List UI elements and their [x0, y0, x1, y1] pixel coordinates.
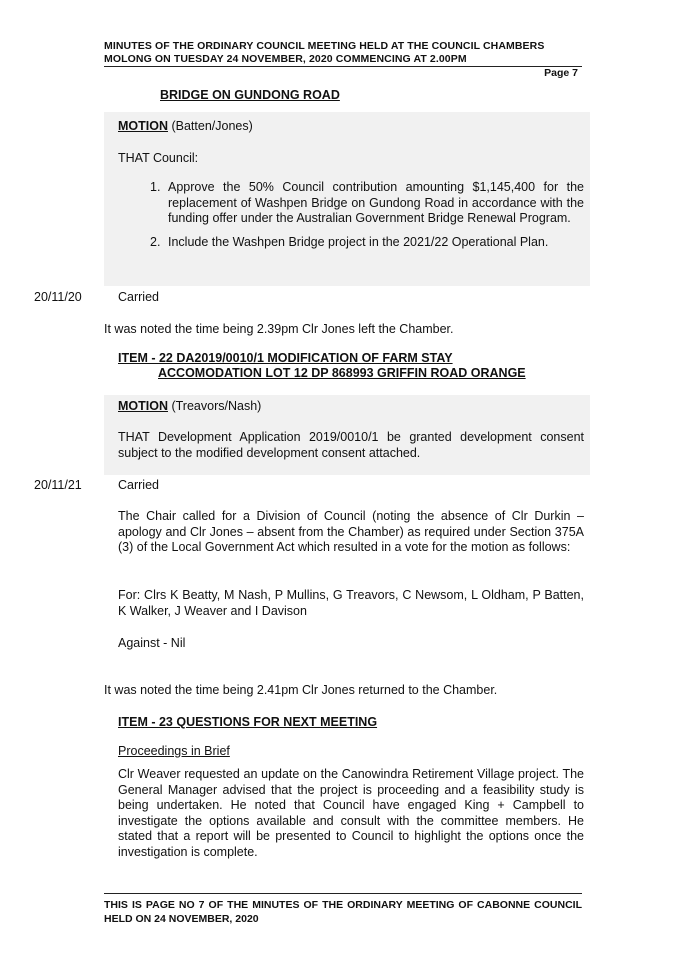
- motion-label: MOTION: [118, 119, 168, 133]
- item-22-heading: [118, 351, 526, 381]
- item-23-heading: ITEM - 23 QUESTIONS FOR NEXT MEETING: [118, 715, 378, 729]
- votes-for: For: Clrs K Beatty, M Nash, P Mullins, G Treavors, C Newsom, L Oldham, P Batten, K Walker, J Weaver and I Davison: [118, 588, 584, 618]
- page-number: Page 7: [544, 67, 578, 79]
- motion-movers: (Treavors/Nash): [168, 399, 262, 413]
- header-divider: [104, 66, 582, 67]
- motion-movers: (Batten/Jones): [168, 119, 253, 133]
- motion-line-bridge: [118, 119, 253, 135]
- footer-divider: [104, 893, 582, 894]
- resolution-item: [150, 235, 584, 251]
- proceedings-paragraph: Clr Weaver requested an update on the Canowindra Retirement Village project. The General Manager advised that the project is proceeding and a feasibility study is being undertaken. He noted that Council have engaged King + Campbell to investigate the options available and consult with the committee members. He stated that a report will be presented to Council to highlight the options once the investigation is complete.: [118, 767, 584, 859]
- section-heading-bridge: BRIDGE ON GUNDONG ROAD: [160, 88, 340, 102]
- resolution-item-number: 1.: [150, 180, 161, 194]
- motion-line-item-22: [118, 399, 261, 415]
- resolution-item: [150, 180, 584, 227]
- chamber-note: It was noted the time being 2.41pm Clr Jones returned to the Chamber.: [104, 683, 498, 697]
- votes-against: Against - Nil: [118, 636, 186, 650]
- proceedings-subheading: Proceedings in Brief: [118, 744, 230, 758]
- resolution-number: 20/11/21: [34, 478, 82, 492]
- division-paragraph: The Chair called for a Division of Council (noting the absence of Clr Durkin – apology and Clr Jones – absent from the Chamber) as required under Section 375A (3) of the Local Government Act which resulted in a vote for the motion as follows:: [118, 509, 584, 554]
- resolution-text: THAT Development Application 2019/0010/1 be granted development consent subject to the modified development consent attached.: [118, 430, 584, 460]
- resolution-item-text: Include the Washpen Bridge project in the 2021/22 Operational Plan.: [168, 234, 549, 249]
- resolution-list: [150, 180, 584, 250]
- resolution-item-number: 2.: [150, 234, 161, 249]
- resolution-number: 20/11/20: [34, 290, 82, 304]
- item-22-heading-line-1: ITEM - 22 DA2019/0010/1 MODIFICATION OF FARM STAY: [118, 351, 453, 365]
- minutes-header: [104, 40, 544, 66]
- header-line-1: MINUTES OF THE ORDINARY COUNCIL MEETING HELD AT THE COUNCIL CHAMBERS: [104, 40, 545, 52]
- chamber-note: It was noted the time being 2.39pm Clr Jones left the Chamber.: [104, 322, 454, 336]
- header-line-2: MOLONG ON TUESDAY 24 NOVEMBER, 2020 COMMENCING AT 2.00PM: [104, 53, 467, 65]
- page-footer: THIS IS PAGE NO 7 OF THE MINUTES OF THE ORDINARY MEETING OF CABONNE COUNCIL HELD ON 24 NOVEMBER, 2020: [104, 899, 582, 925]
- motion-result: Carried: [118, 478, 159, 492]
- item-22-heading-line-2: ACCOMODATION LOT 12 DP 868993 GRIFFIN ROAD ORANGE: [158, 366, 526, 380]
- motion-result: Carried: [118, 290, 159, 304]
- resolution-item-text: Approve the 50% Council contribution amounting $1,145,400 for the replacement of Washpen Bridge on Gundong Road in accordance with the funding offer under the Australian Government Bridge Renewal Program.: [168, 180, 584, 225]
- motion-label: MOTION: [118, 399, 168, 413]
- resolution-intro: THAT Council:: [118, 151, 199, 165]
